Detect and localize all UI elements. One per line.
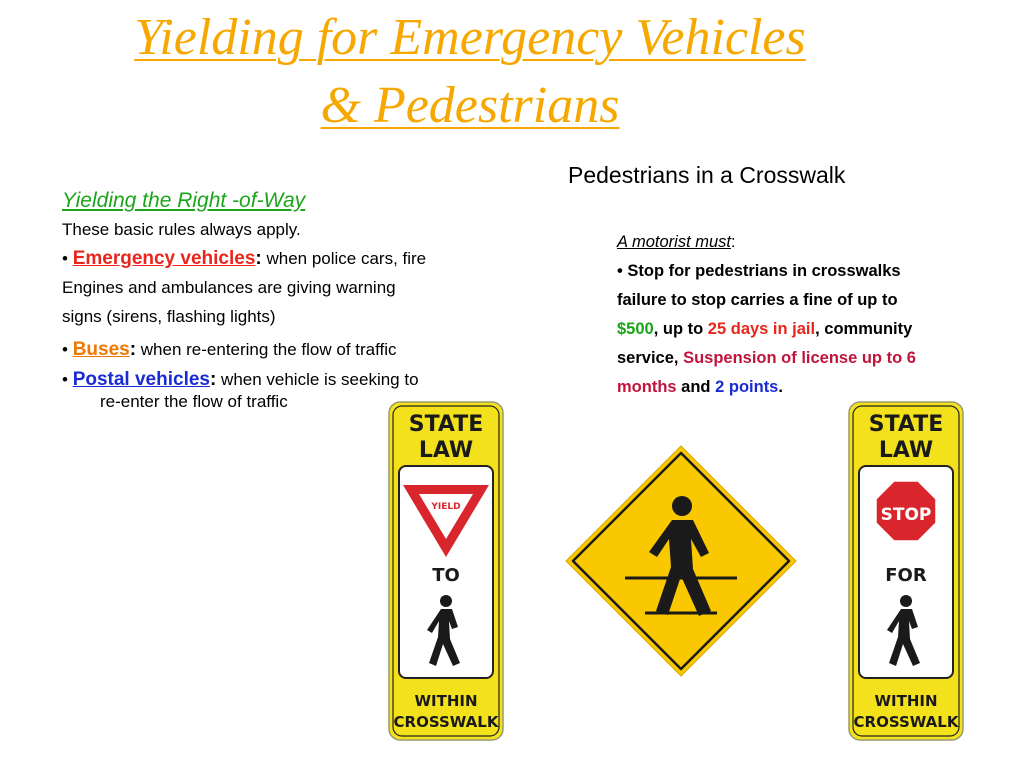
svg-text:WITHIN: WITHIN: [874, 692, 938, 710]
svg-text:STATE: STATE: [408, 412, 484, 437]
intro-text: These basic rules always apply.: [62, 220, 301, 239]
svg-text:STATE: STATE: [868, 412, 944, 437]
list-item-emergency-cont-1: Engines and ambulances are giving warning: [62, 278, 396, 297]
right-column: [617, 228, 997, 402]
svg-text:LAW: LAW: [878, 438, 934, 463]
svg-text:TO: TO: [432, 565, 460, 586]
list-item-buses: • Buses: when re-entering the flow of traffic: [62, 339, 397, 360]
stop-for-pedestrian-sign: [848, 401, 964, 741]
list-item-emergency-cont-2: signs (sirens, flashing lights): [62, 307, 276, 326]
title-line-1: Yielding for Emergency Vehicles: [134, 9, 806, 66]
rule-line-1: • Stop for pedestrians in crosswalks: [617, 262, 901, 280]
list-item-postal: • Postal vehicles: when vehicle is seeking to: [62, 369, 419, 390]
left-column: [62, 186, 512, 412]
yield-to-pedestrian-sign: [388, 401, 504, 741]
svg-text:CROSSWALK: CROSSWALK: [853, 713, 959, 731]
svg-text:CROSSWALK: CROSSWALK: [393, 713, 499, 731]
rule-line-4: service, Suspension of license up to 6: [617, 349, 916, 367]
svg-text:FOR: FOR: [885, 565, 927, 586]
list-item-emergency: • Emergency vehicles: when police cars, fire: [62, 248, 427, 269]
title-line-2: & Pedestrians: [320, 77, 620, 134]
motorist-must: A motorist must:: [617, 233, 736, 251]
svg-text:WITHIN: WITHIN: [414, 692, 478, 710]
crosswalk-heading: Pedestrians in a Crosswalk: [568, 162, 846, 188]
list-item-postal-cont: re-enter the flow of traffic: [100, 392, 288, 411]
svg-text:YIELD: YIELD: [431, 502, 461, 512]
subtitle: Yielding the Right -of-Way: [62, 189, 306, 212]
pedestrian-crossing-diamond-sign: [561, 441, 801, 681]
rule-line-3: $500, up to 25 days in jail, community: [617, 320, 913, 338]
postal-keyword: Postal vehicles: [72, 369, 210, 390]
svg-text:LAW: LAW: [418, 438, 474, 463]
rule-line-5: months and 2 points.: [617, 378, 783, 396]
svg-text:STOP: STOP: [880, 505, 932, 525]
emergency-keyword: Emergency vehicles: [72, 248, 256, 269]
rule-line-2: failure to stop carries a fine of up to: [617, 291, 898, 309]
buses-keyword: Buses: [72, 339, 130, 360]
